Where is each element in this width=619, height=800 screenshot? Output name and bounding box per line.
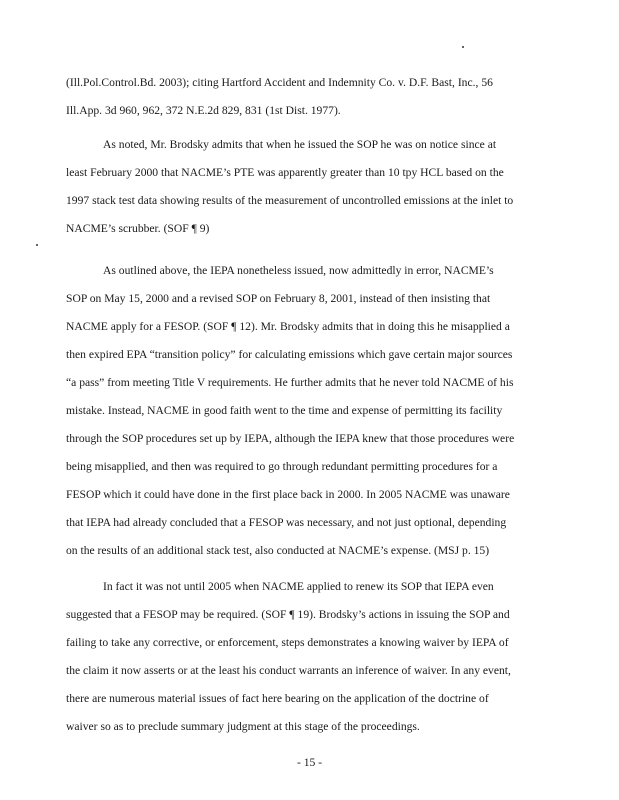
text-line: on the results of an additional stack test, also conducted at NACME’s expense. (MSJ p. 15) xyxy=(66,544,490,557)
text-line: FESOP which it could have done in the first place back in 2000. In 2005 NACME was unaware xyxy=(66,488,510,501)
text-line: through the SOP procedures set up by IEPA, although the IEPA knew that those procedures were xyxy=(66,432,515,445)
text-line: 1997 stack test data showing results of the measurement of uncontrolled emissions at the inlet to xyxy=(66,194,514,207)
scan-speck xyxy=(462,46,464,48)
text-line: (Ill.Pol.Control.Bd. 2003); citing Hartford Accident and Indemnity Co. v. D.F. Bast, Inc., 56 xyxy=(66,76,493,89)
scan-speck xyxy=(36,244,38,246)
text-line: SOP on May 15, 2000 and a revised SOP on February 8, 2001, instead of then insisting that xyxy=(66,292,491,305)
text-line: there are numerous material issues of fact here bearing on the application of the doctrine of xyxy=(66,692,489,705)
text-line: failing to take any corrective, or enforcement, steps demonstrates a knowing waiver by IEPA of xyxy=(66,636,509,649)
text-line: As noted, Mr. Brodsky admits that when he issued the SOP he was on notice since at xyxy=(103,138,497,151)
text-line: NACME’s scrubber. (SOF ¶ 9) xyxy=(66,222,210,235)
text-line: Ill.App. 3d 960, 962, 372 N.E.2d 829, 831 (1st Dist. 1977). xyxy=(66,104,341,117)
text-line: then expired EPA “transition policy” for calculating emissions which gave certain major sources xyxy=(66,348,513,361)
text-line: least February 2000 that NACME’s PTE was apparently greater than 10 tpy HCL based on the xyxy=(66,166,504,179)
text-line: waiver so as to preclude summary judgment at this stage of the proceedings. xyxy=(66,720,420,733)
text-line: NACME apply for a FESOP. (SOF ¶ 12). Mr. Brodsky admits that in doing this he misapplied a xyxy=(66,320,510,333)
text-line: In fact it was not until 2005 when NACME applied to renew its SOP that IEPA even xyxy=(103,580,494,593)
text-line: the claim it now asserts or at the least his conduct warrants an inference of waiver. In any event, xyxy=(66,664,511,677)
text-line: “a pass” from meeting Title V requirements. He further admits that he never told NACME of his xyxy=(66,376,514,389)
text-line: suggested that a FESOP may be required. (SOF ¶ 19). Brodsky’s actions in issuing the SOP and xyxy=(66,608,510,621)
page-number: - 15 - xyxy=(296,756,323,769)
text-line: being misapplied, and then was required to go through redundant permitting procedures for a xyxy=(66,460,498,473)
text-line: that IEPA had already concluded that a FESOP was necessary, and not just optional, depending xyxy=(66,516,507,529)
text-line: mistake. Instead, NACME in good faith went to the time and expense of permitting its facility xyxy=(66,404,503,417)
text-line: As outlined above, the IEPA nonetheless issued, now admittedly in error, NACME’s xyxy=(103,264,494,277)
